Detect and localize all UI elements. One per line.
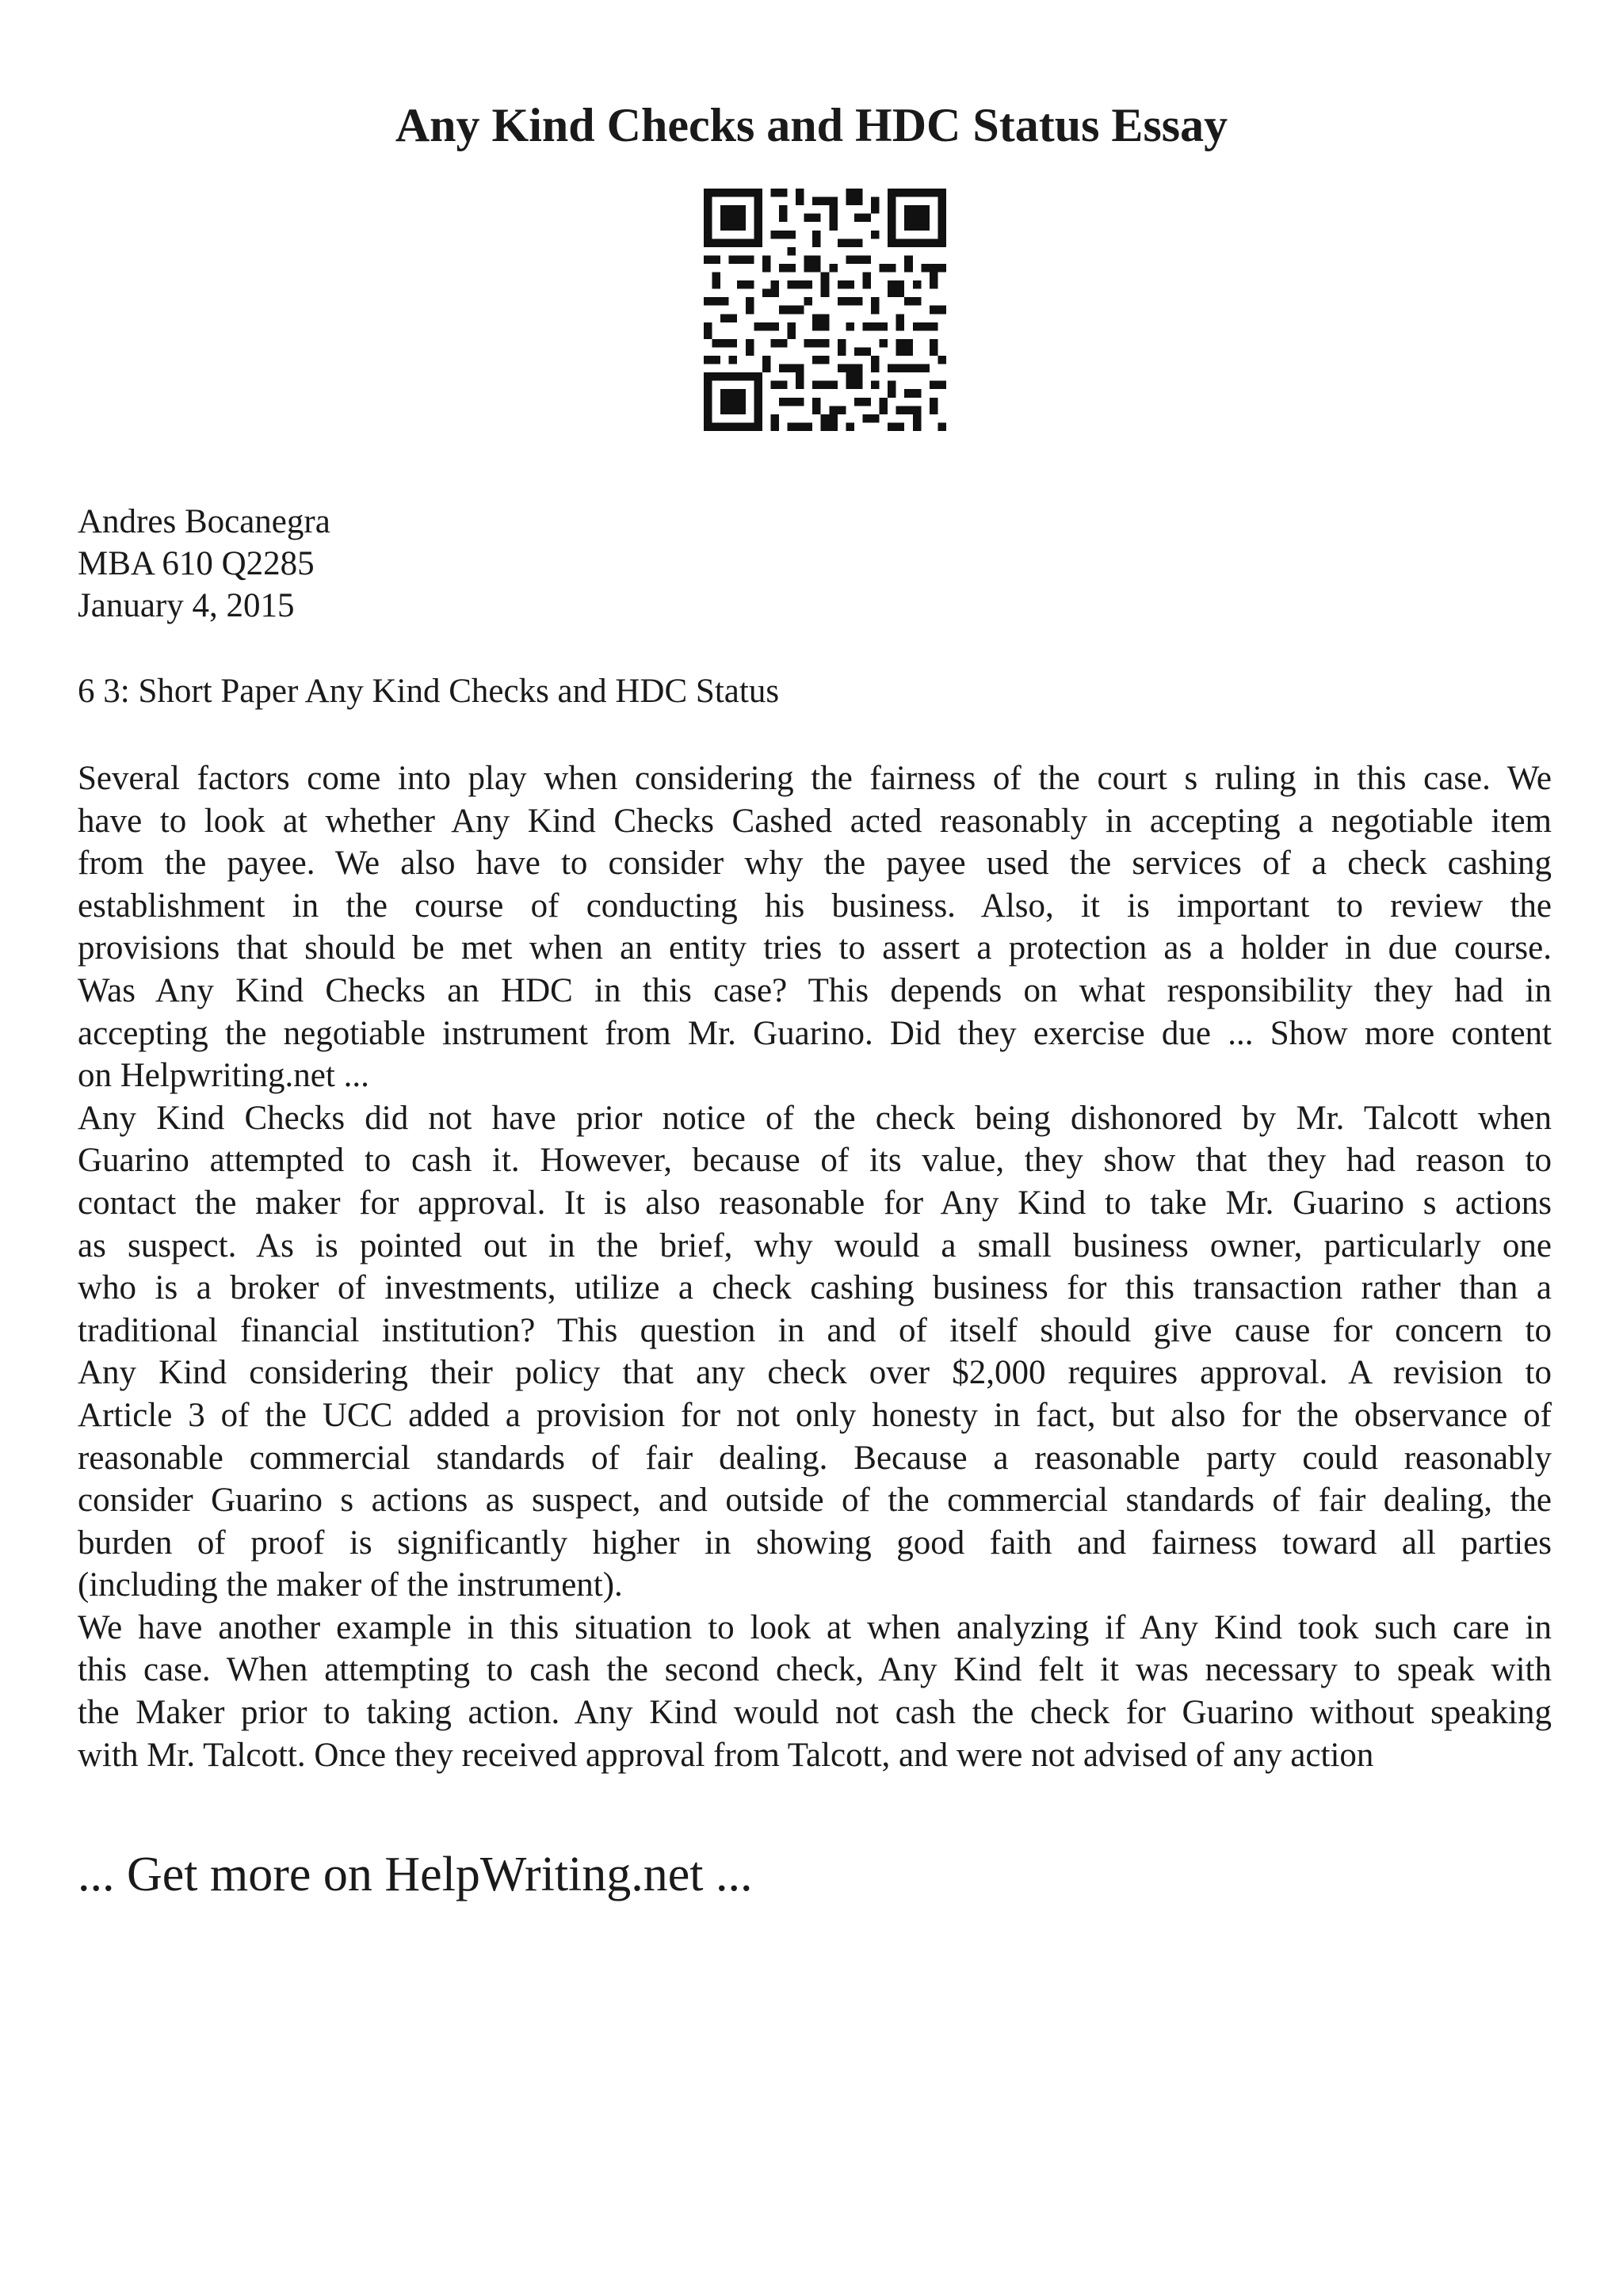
footer-link[interactable]: ... Get more on HelpWriting.net ... bbox=[78, 1848, 753, 1901]
body-line: who is a broker of investments, utilize a check cashing business for this transaction rather than a bbox=[78, 1269, 1552, 1307]
body-line: the Maker prior to taking action. Any Kind would not cash the check for Guarino without speaking bbox=[78, 1694, 1552, 1732]
body-line: Any Kind considering their policy that any check over $2,000 requires approval. A revision to bbox=[78, 1354, 1552, 1392]
body-line: consider Guarino s actions as suspect, and outside of the commercial standards of fair dealing, the bbox=[78, 1482, 1552, 1520]
body-line: We have another example in this situation to look at when analyzing if Any Kind took such care in bbox=[78, 1608, 1552, 1646]
essay-body bbox=[78, 757, 1552, 1776]
body-line: Several factors come into play when considering the fairness of the court s ruling in this case. We bbox=[78, 760, 1552, 797]
author-block bbox=[78, 501, 330, 627]
body-line: (including the maker of the instrument). bbox=[78, 1566, 623, 1604]
body-line: Guarino attempted to cash it. However, because of its value, they show that they had reason to bbox=[78, 1142, 1552, 1180]
document-date: January 4, 2015 bbox=[78, 587, 295, 624]
body-line: with Mr. Talcott. Once they received approval from Talcott, and were not advised of any action bbox=[78, 1736, 1374, 1774]
qr-code-icon bbox=[704, 189, 946, 431]
body-line: Was Any Kind Checks an HDC in this case? This depends on what responsibility they had in bbox=[78, 971, 1552, 1009]
author-name: Andres Bocanegra bbox=[78, 503, 330, 540]
body-line: establishment in the course of conducting his business. Also, it is important to review the bbox=[78, 887, 1552, 925]
body-line: burden of proof is significantly higher in showing good faith and fairness toward all parties bbox=[78, 1524, 1552, 1562]
body-line: on Helpwriting.net ... bbox=[78, 1057, 369, 1095]
body-line: provisions that should be met when an entity tries to assert a protection as a holder in due course. bbox=[78, 929, 1552, 967]
body-line: contact the maker for approval. It is also reasonable for Any Kind to take Mr. Guarino s actions bbox=[78, 1184, 1552, 1222]
body-line: reasonable commercial standards of fair dealing. Because a reasonable party could reasonably bbox=[78, 1439, 1552, 1477]
body-line: traditional financial institution? This question in and of itself should give cause for concern to bbox=[78, 1311, 1552, 1349]
body-line: have to look at whether Any Kind Checks Cashed acted reasonably in accepting a negotiable item bbox=[78, 802, 1552, 840]
paper-subtitle: 6 3: Short Paper Any Kind Checks and HDC Status bbox=[78, 673, 780, 710]
body-line: Any Kind Checks did not have prior notice of the check being dishonored by Mr. Talcott when bbox=[78, 1099, 1552, 1137]
course-code: MBA 610 Q2285 bbox=[78, 545, 315, 582]
body-line: as suspect. As is pointed out in the brief, why would a small business owner, particularly one bbox=[78, 1226, 1552, 1264]
body-line: Article 3 of the UCC added a provision for not only honesty in fact, but also for the observance of bbox=[78, 1396, 1552, 1434]
document-title: Any Kind Checks and HDC Status Essay bbox=[395, 99, 1228, 151]
body-line: from the payee. We also have to consider why the payee used the services of a check cashing bbox=[78, 845, 1552, 883]
body-line: accepting the negotiable instrument from Mr. Guarino. Did they exercise due ... Show more content bbox=[78, 1014, 1552, 1052]
body-line: this case. When attempting to cash the second check, Any Kind felt it was necessary to speak with bbox=[78, 1651, 1552, 1689]
